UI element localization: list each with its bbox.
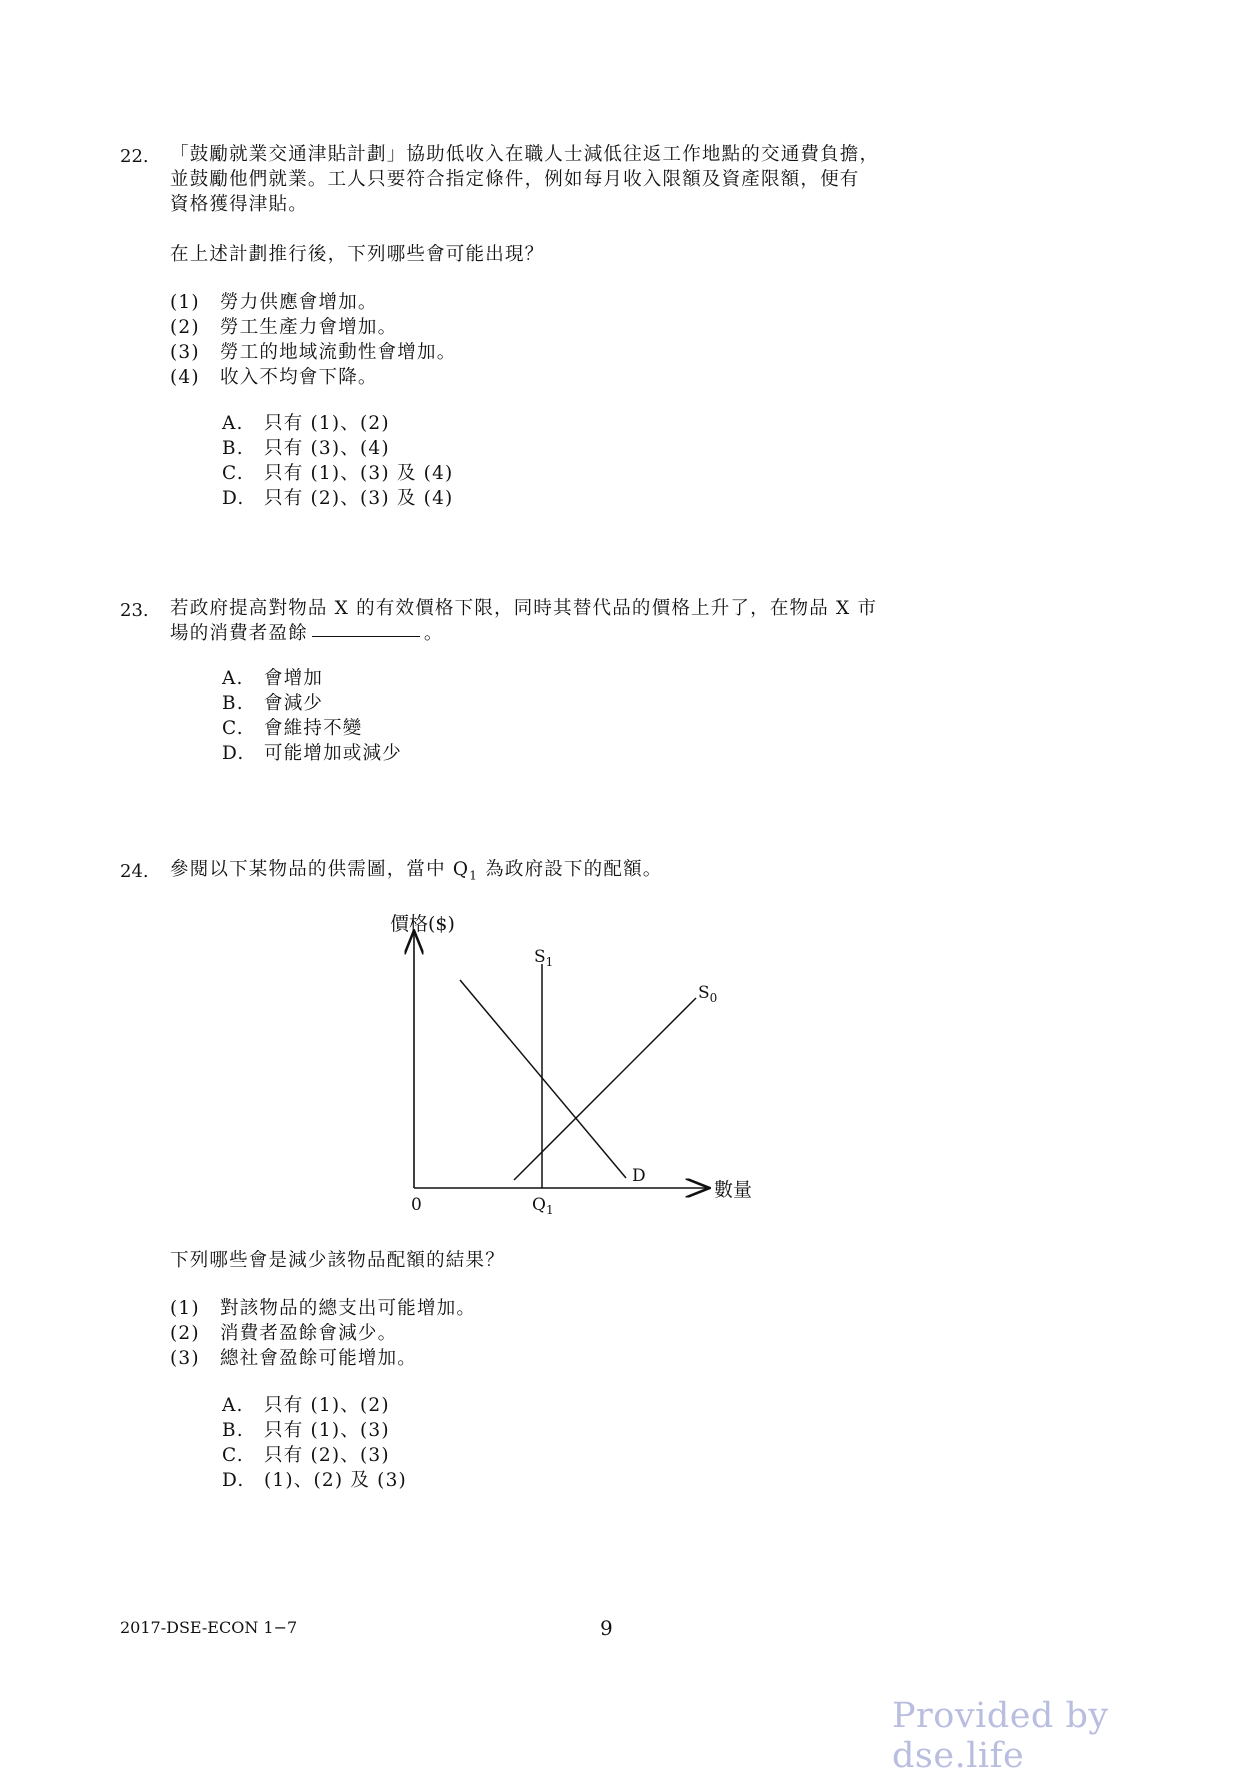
q24-statements <box>170 1296 476 1371</box>
supply-demand-diagram <box>390 908 790 1218</box>
q22-option-d[interactable]: D. 只有 (2)、(3) 及 (4) <box>222 488 454 509</box>
q23-option-c[interactable]: C. 會維持不變 <box>222 718 363 739</box>
q23-option-d[interactable]: D. 可能增加或減少 <box>222 743 402 764</box>
q22-stem-line: 並鼓勵他們就業。工人只要符合指定條件，例如每月收入限額及資產限額，便有 <box>170 169 860 190</box>
q24-question: 下列哪些會是減少該物品配額的結果？ <box>170 1250 505 1271</box>
q23-stem <box>170 596 877 646</box>
s0-label: $S_0$ <box>698 983 718 1005</box>
q24-option-d[interactable]: D. (1)、(2) 及 (3) <box>222 1470 407 1491</box>
q22-statement-1: (1) 勞力供應會增加。 <box>170 292 378 313</box>
x-axis-label: 數量 <box>714 1179 753 1201</box>
q24-option-b[interactable]: B. 只有 (1)、(3) <box>222 1420 390 1441</box>
q22-options <box>222 411 453 511</box>
q23-stem-line: 場的消費者盈餘 。 <box>170 623 444 644</box>
q24-statement-2: (2) 消費者盈餘會減少。 <box>170 1323 398 1344</box>
q24-option-a[interactable]: A. 只有 (1)、(2) <box>222 1395 390 1416</box>
q23-option-a[interactable]: A. 會增加 <box>222 668 324 689</box>
q22-stem-line: 「鼓勵就業交通津貼計劃」協助低收入在職人士減低往返工作地點的交通費負擔， <box>170 144 880 165</box>
q24-stem: 參閱以下某物品的供需圖，當中 $Q_1$ 為政府設下的配額。 <box>170 859 663 883</box>
origin-label: 0 <box>411 1195 422 1215</box>
q24-option-c[interactable]: C. 只有 (2)、(3) <box>222 1445 390 1466</box>
q22-number: 22. <box>120 146 149 167</box>
s1-label: $S_1$ <box>534 947 554 969</box>
q24-options <box>222 1393 407 1493</box>
q22-option-a[interactable]: A. 只有 (1)、(2) <box>222 413 390 434</box>
q22-statement-4: (4) 收入不均會下降。 <box>170 367 378 388</box>
q23-option-b[interactable]: B. 會減少 <box>222 693 324 714</box>
d-label: D <box>632 1166 646 1186</box>
page-number: 9 <box>600 1616 613 1640</box>
q24-number: 24. <box>120 861 149 882</box>
q22-option-b[interactable]: B. 只有 (3)、(4) <box>222 438 390 459</box>
answer-blank <box>312 636 420 637</box>
q23-stem-line: 若政府提高對物品 X 的有效價格下限，同時其替代品的價格上升了，在物品 X 市 <box>170 598 878 619</box>
q22-option-c[interactable]: C. 只有 (1)、(3) 及 (4) <box>222 463 454 484</box>
q22-statement-2: (2) 勞工生產力會增加。 <box>170 317 398 338</box>
q23-number: 23. <box>120 600 149 621</box>
q22-question: 在上述計劃推行後，下列哪些會可能出現？ <box>170 244 545 265</box>
q22-statement-3: (3) 勞工的地域流動性會增加。 <box>170 342 457 363</box>
q22-stem-line: 資格獲得津貼。 <box>170 194 308 215</box>
q23-options <box>222 666 402 766</box>
y-axis-label: 價格($) <box>390 913 455 935</box>
provided-by-watermark[interactable]: Provided by dse.life <box>892 1696 1109 1776</box>
q1-label: $Q_1$ <box>532 1195 554 1217</box>
exam-code: 2017-DSE-ECON 1−7 <box>120 1618 298 1637</box>
q24-statement-1: (1) 對該物品的總支出可能增加。 <box>170 1298 477 1319</box>
demand-d-line <box>460 980 626 1178</box>
q24-statement-3: (3) 總社會盈餘可能增加。 <box>170 1348 418 1369</box>
q22-statements <box>170 290 456 390</box>
q22-stem <box>170 142 879 217</box>
